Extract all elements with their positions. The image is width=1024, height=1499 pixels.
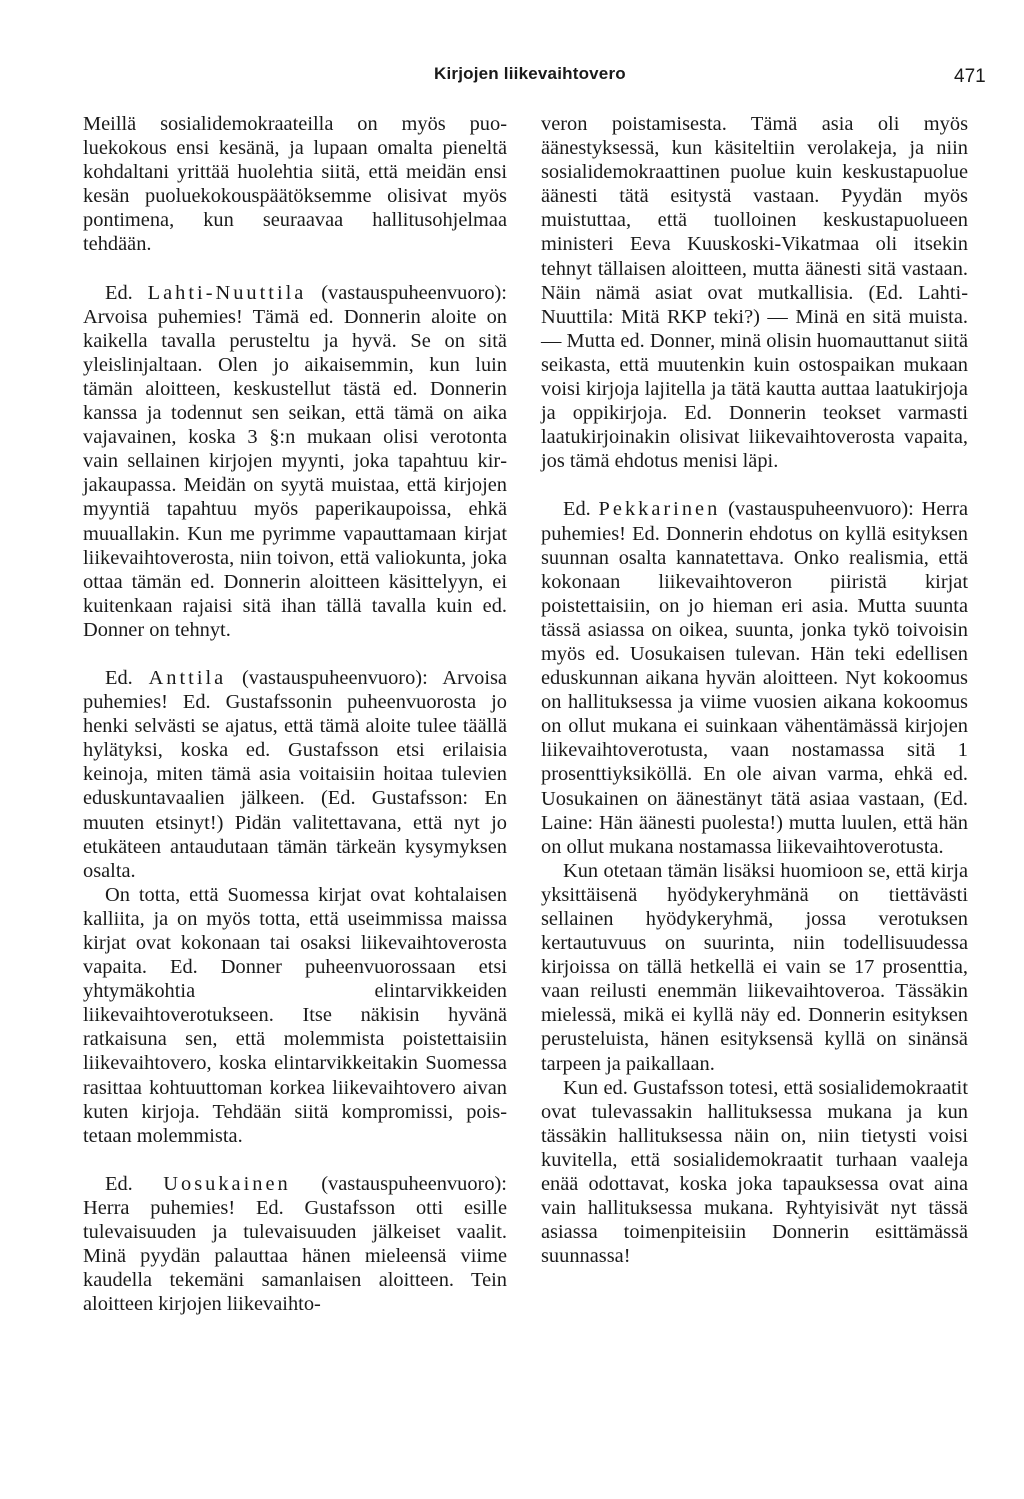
speech-text: (vastauspuheenvuoro): Arvoisa puhemies! Ed. Gustafssonin puheenvuorosta jo henki selvästi se ajatus, että tämä aloite tulee täällä hylätyksi, koska ed. Gustafsson etsi erilaisia keinoja, miten tämä asia voitaisiin hoitaa tulevien eduskuntavaalien jälkeen. (Ed. Gustafsson: En muuten etsinyt!) Pidän valitettavana, että nyt jo etukäteen antaudutaan tämän tärkeän kysymyksen osalta. — [83, 666, 507, 882]
paragraph: veron poistamisesta. Tämä asia oli myös äänestyksessä, kun käsiteltiin verolakeja, ja niin sosialidemokraattinen puolue kuin keskustapuolue äänesti tätä esitystä vastaan. Pyydän myös muistuttaa, että tuolloinen keskustapuolueen ministeri Eeva Kuuskoski-Vikatmaa oli itsekin tehnyt tällaisen aloitteen, mutta äänesti sitä vastaan. Näin nämä asiat ovat mutkallisia. (Ed. Lahti-Nuuttila: Mitä RKP teki?) — Minä en sitä muista. — Mutta ed. Donner, minä olisin huomauttanut siitä seikasta, että muutenkin kuin ostospaikan mukaan voisi kirjoja lajitella ja tätä kautta auttaa laatukirjoja ja oppikirjoja. Ed. Donnerin teokset varmasti laatukirjoinakin olisivat liikevaihtoverosta vapaita, jos tämä ehdotus menisi läpi. — [541, 113, 968, 473]
speaker-name: Pekkarinen — [598, 498, 721, 521]
speech-text: (vastauspuheenvuoro): Herra puhemies! Ed. Donnerin ehdotus on kyllä esityksen suunnan osalta kannatettava. Onko realismia, että kokonaan liikevaihtoveron piiristä kirjat poistettaisiin, on jo hieman eri asia. Mutta suunta tässä asiassa on oikea, suunta, jonka tykö toivoisin myös ed. Uosukaisen tulevan. Hän teki edellisen eduskunnan aikana hyvän aloitteen. Nyt kokoomus on hallituksessa ja viime vuosien aikana kokoomus on ollut mukana ei suinkaan vähentämässä kirjojen liikevaihtoverotusta, vaan nostamassa sitä 1 prosenttiyksiköllä. En ole aivan varma, ehkä ed. Uosukainen on äänestänyt tätä asiaa vastaan, (Ed. Laine: Hän äänesti puolesta!) mutta luulen, että hän on ollut mukana nostamassa liikevaihtoverotusta. — [541, 498, 968, 858]
speaker-name: Uosukainen — [163, 1172, 291, 1195]
speaker-name: Lahti-Nuuttila — [147, 281, 307, 304]
paragraph: Kun otetaan tämän lisäksi huomioon se, että kirja yksittäisenä hyödykeryhmänä on tiettävästi sellainen hyödykeryhmä, jossa verotuksen kertautuvuus on suurinta, niin todellisuudessa kirjoissa on tällä hetkellä ei vain se 17 prosenttia, vaan reilusti enemmän liikevaihtoveroa. Tässäkin mielessä, mikä ei kyllä näy ed. Donnerin esityksen perusteluista, hänen esityksensä kyllä on sinänsä tarpeen ja paikallaan. — [541, 859, 968, 1075]
page-header — [0, 64, 1024, 98]
page-number: 471 — [954, 66, 986, 87]
speech-text: (vastauspuheenvuoro): Arvoisa puhemies! Tämä ed. Donnerin aloite on kaikella tavalla perusteltu ja hyvä. Se on sitä yleislinjaltaan. Olen jo aikaisemmin, kun luin tämän aloitteen, keskustellut tästä ed. Donnerin kanssa ja todennut sen seikan, että tämä on aika vajavainen, koska 3 §:n mukaan olisi verotonta vain sellainen kirjojen myynti, joka tapahtuu kirjakaupassa. Meidän on syytä muistaa, että kirjojen myyntiä tapahtuu myös paperikaupoissa, ehkä muuallakin. Kun me pyrimme vapauttamaan kirjat liikevaihtoverosta, niin toivon, että valiokunta, joka ottaa tämän ed. Donnerin aloitteen käsittelyyn, ei kuitenkaan rajaisi sitä ihan tällä tavalla kuin ed. Donner on tehnyt. — [83, 281, 507, 641]
speech-paragraph — [541, 497, 968, 858]
speaker-prefix: Ed. — [105, 1172, 133, 1195]
speech-paragraph — [83, 281, 507, 642]
left-column — [83, 112, 507, 1316]
paragraph: On totta, että Suomessa kirjat ovat kohtalaisen kalliita, ja on myös totta, että useimmissa maissa kirjat ovat kokonaan tai osaksi liikevaihtoverosta vapaita. Ed. Donner puheenvuorossaan etsi yhtymäkohtia elintarvikkeiden liikevaihtoverotukseen. Itse näkisin hyvänä ratkaisuna sen, että molemmista poistettaisiin liikevaihtovero, koska elintarvikkeitakin Suomessa rasittaa kohtuuttoman korkea liikevaihtovero aivan kuten kirjoja. Tehdään siitä kompromissi, poistetaan molemmista. — [83, 883, 507, 1147]
speech-text: (vastauspuheenvuoro): Herra puhemies! Ed. Gustafsson otti esille tulevaisuuden ja tulevaisuuden jälkeiset vaalit. Minä pyydän palauttaa hänen mieleensä viime kaudella tekemäni samanlaisen aloitteen. Tein aloitteen kirjojen liikevaihto- — [83, 1172, 507, 1316]
speech-paragraph — [83, 666, 507, 883]
right-column — [541, 112, 968, 1268]
speaker-prefix: Ed. — [563, 498, 591, 521]
paragraph: Kun ed. Gustafsson totesi, että sosialidemokraatit ovat tulevassakin hallituksessa mukana ja kun tässäkin hallituksessa näin on, niin tietysti voisi kuvitella, että sosialidemokraatit turhaan vaaleja enää odottavat, koska joka tapauksessa ovat aina vain hallituksessa mukana. Ryhtyisivät nyt tässä asiassa toimenpiteisiin Donnerin esittämässä suunnassa! — [541, 1076, 968, 1268]
paragraph: Meillä sosialidemokraateilla on myös puoluekokous ensi kesänä, ja lupaan omalta pieneltä kohdaltani yrittää huolehtia siitä, että meidän ensi kesän puoluekokouspäätöksemme olisivat myös pontimena, kun seuraavaa hallitusohjelmaa tehdään. — [83, 113, 507, 256]
speech-paragraph — [83, 1172, 507, 1317]
speaker-prefix: Ed. — [105, 281, 133, 304]
running-title: Kirjojen liikevaihtovero — [434, 64, 626, 83]
speaker-prefix: Ed. — [105, 666, 133, 689]
speaker-name: Anttila — [148, 666, 227, 689]
